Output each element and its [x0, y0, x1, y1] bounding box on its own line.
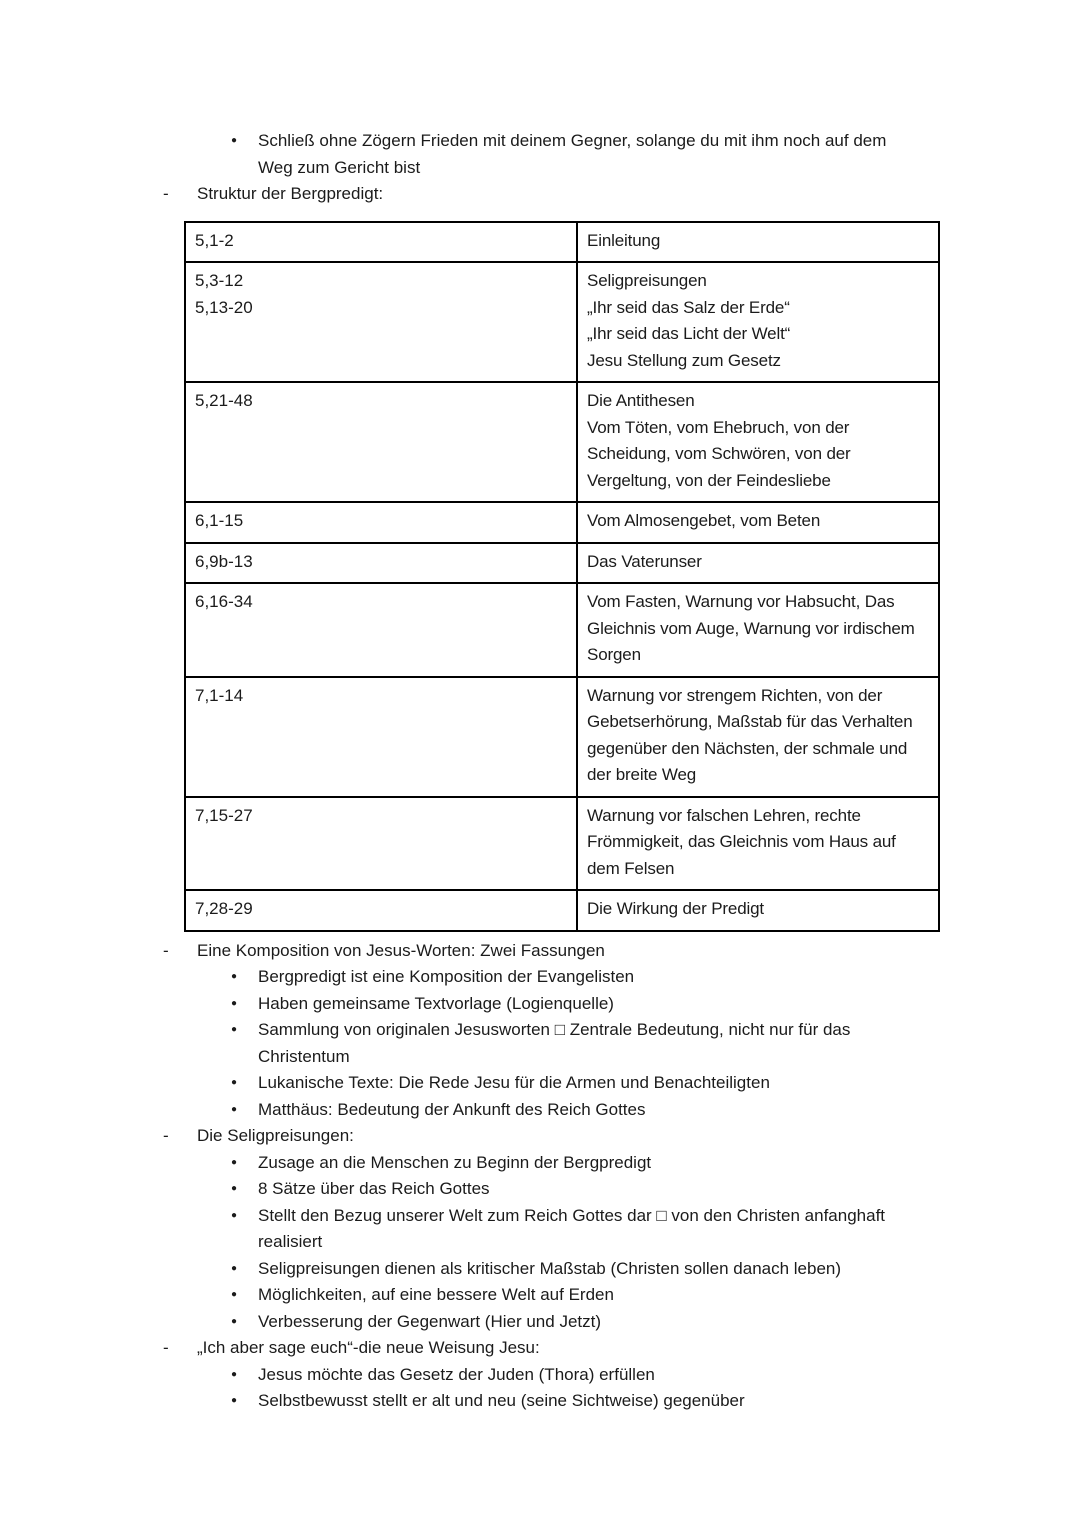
bullet-icon: ●: [231, 1077, 238, 1088]
bullet-line: Zusage an die Menschen zu Beginn der Bergpredigt: [258, 1152, 652, 1172]
cell-verse-ref: [185, 262, 577, 382]
table-cell-line: der breite Weg: [587, 765, 697, 784]
bullet-text: [258, 1176, 490, 1203]
bullet-line: Stellt den Bezug unserer Welt zum Reich Gottes dar □ von den Christen anfanghaft: [258, 1205, 886, 1225]
cell-verse-ref: [185, 677, 577, 797]
table-cell-line: 5,13-20: [195, 297, 253, 317]
cell-verse-ref: [185, 222, 577, 263]
table-row: [185, 797, 939, 891]
bullet-icon: ●: [231, 1156, 238, 1168]
bullet-item: [231, 1017, 1080, 1070]
bullet-item: [231, 1203, 1080, 1256]
bullet-text: [258, 1203, 885, 1256]
bullet-icon: ●: [231, 997, 238, 1009]
table-cell-line: Sorgen: [587, 645, 641, 664]
table-cell-line: gegenüber den Nächsten, der schmale und: [587, 738, 908, 758]
bullet-item: [231, 128, 1080, 181]
table-cell-line: 7,28-29: [195, 899, 253, 918]
table-row: [185, 222, 939, 263]
bullet-text: [258, 1070, 770, 1097]
table-cell-line: 7,1-14: [195, 685, 244, 705]
bullet-icon: ●: [231, 135, 238, 146]
table-row: [185, 502, 939, 543]
table-cell-line: Frömmigkeit, das Gleichnis vom Haus auf: [587, 832, 896, 851]
bullet-icon: ●: [231, 1183, 238, 1194]
dash-marker: -: [163, 1338, 169, 1357]
table-cell-line: Gebetserhörung, Maßstab für das Verhalten: [587, 712, 913, 731]
section-title: Eine Komposition von Jesus-Worten: Zwei Fassungen: [197, 940, 605, 960]
bullet-item: [231, 1388, 1080, 1415]
bullet-icon: ●: [231, 1315, 238, 1327]
cell-description: [577, 382, 939, 502]
table-row: [185, 583, 939, 677]
table-cell-line: Vom Almosengebet, vom Beten: [587, 511, 821, 530]
table-cell-line: Das Vaterunser: [587, 551, 702, 571]
bullet-item: [231, 1070, 1080, 1097]
list-item-struktur: [163, 181, 1080, 208]
table-cell-line: Jesu Stellung zum Gesetz: [587, 350, 781, 370]
table-cell-line: Vergeltung, von der Feindesliebe: [587, 470, 831, 490]
bullet-item: [231, 1150, 1080, 1177]
table-cell-line: 5,21-48: [195, 391, 253, 410]
cell-verse-ref: [185, 382, 577, 502]
section-title: Die Seligpreisungen:: [197, 1126, 354, 1145]
table-cell-line: 5,3-12: [195, 271, 244, 290]
bullet-text: [258, 1017, 850, 1070]
table-cell-line: Warnung vor falschen Lehren, rechte: [587, 805, 861, 825]
bullet-line: Christentum: [258, 1046, 350, 1066]
cell-verse-ref: [185, 583, 577, 677]
bullet-line: Seligpreisungen dienen als kritischer Maßstab (Christen sollen danach leben): [258, 1258, 842, 1278]
table-cell-line: Vom Töten, vom Ehebruch, von der: [587, 417, 850, 437]
bullet-line: 8 Sätze über das Reich Gottes: [258, 1179, 490, 1198]
dash-marker: -: [163, 1126, 169, 1145]
bullet-icon: ●: [231, 1368, 238, 1380]
bullet-text: [258, 991, 614, 1018]
bullet-item: [231, 991, 1080, 1018]
table-row: [185, 890, 939, 931]
table-cell-line: 6,9b-13: [195, 551, 253, 571]
cell-verse-ref: [185, 502, 577, 543]
table-cell-line: „Ihr seid das Salz der Erde“: [587, 297, 790, 317]
bullet-line: realisiert: [258, 1232, 323, 1251]
table-cell-line: Gleichnis vom Auge, Warnung vor irdischem: [587, 618, 915, 638]
bullet-line: Möglichkeiten, auf eine bessere Welt auf Erden: [258, 1285, 614, 1304]
item-label: Struktur der Bergpredigt:: [197, 184, 384, 203]
bullet-text: [258, 1309, 601, 1336]
table-cell-line: 6,16-34: [195, 592, 253, 611]
cell-description: [577, 890, 939, 931]
bullet-icon: ●: [231, 1395, 238, 1406]
bullet-icon: ●: [231, 1024, 238, 1035]
section-heading-item: [163, 1335, 1080, 1362]
table-cell-line: dem Felsen: [587, 858, 675, 878]
table-row: [185, 382, 939, 502]
section-heading-item: [163, 938, 1080, 965]
bullet-item: [231, 964, 1080, 991]
bullet-text: [258, 1150, 651, 1177]
bullet-item: [231, 1309, 1080, 1336]
table-cell-line: Seligpreisungen: [587, 271, 707, 290]
dash-marker: -: [163, 940, 169, 960]
bullet-icon: ●: [231, 1262, 238, 1274]
dash-marker: -: [163, 184, 169, 203]
table-row: [185, 262, 939, 382]
table-cell-line: Warnung vor strengem Richten, von der: [587, 685, 883, 705]
table-cell-line: Die Wirkung der Predigt: [587, 899, 765, 918]
bullet-line: Haben gemeinsame Textvorlage (Logienquelle): [258, 993, 614, 1013]
bullet-line: Lukanische Texte: Die Rede Jesu für die Armen und Benachteiligten: [258, 1073, 770, 1092]
sections-container: [0, 938, 1080, 1415]
bullet-line: Sammlung von originalen Jesusworten □ Zentrale Bedeutung, nicht nur für das: [258, 1020, 851, 1039]
cell-verse-ref: [185, 543, 577, 584]
table-cell-line: Vom Fasten, Warnung vor Habsucht, Das: [587, 592, 895, 611]
bullet-line: Verbesserung der Gegenwart (Hier und Jetzt): [258, 1311, 602, 1331]
cell-description: [577, 677, 939, 797]
cell-description: [577, 222, 939, 263]
table-row: [185, 677, 939, 797]
bullet-icon: ●: [231, 971, 238, 982]
bergpredigt-structure-table: [184, 221, 940, 932]
table-cell-line: Die Antithesen: [587, 391, 695, 410]
bullet-item: [231, 1256, 1080, 1283]
bullet-line: Bergpredigt ist eine Komposition der Evangelisten: [258, 967, 635, 986]
bullet-line: Weg zum Gericht bist: [258, 157, 421, 177]
table-cell-line: Scheidung, vom Schwören, von der: [587, 444, 851, 463]
bullet-text: [258, 128, 886, 181]
table-cell-line: 6,1-15: [195, 511, 244, 530]
table-row: [185, 543, 939, 584]
bullet-line: Selbstbewusst stellt er alt und neu (seine Sichtweise) gegenüber: [258, 1391, 745, 1410]
table-cell-line: 5,1-2: [195, 230, 234, 250]
bullet-text: [258, 1282, 614, 1309]
bullet-item: [231, 1282, 1080, 1309]
bullet-text: [258, 1256, 841, 1283]
bullet-item: [231, 1097, 1080, 1124]
bullet-icon: ●: [231, 1289, 238, 1300]
bullet-text: [258, 1362, 655, 1389]
cell-description: [577, 262, 939, 382]
table-cell-line: „Ihr seid das Licht der Welt“: [587, 324, 791, 343]
table-cell-line: 7,15-27: [195, 805, 253, 825]
bullet-item: [231, 1362, 1080, 1389]
cell-description: [577, 797, 939, 891]
bullet-icon: ●: [231, 1103, 238, 1115]
cell-verse-ref: [185, 890, 577, 931]
bullet-text: [258, 1097, 645, 1124]
table-cell-line: Einleitung: [587, 230, 661, 250]
bullet-text: [258, 1388, 745, 1415]
bullet-line: Schließ ohne Zögern Frieden mit deinem Gegner, solange du mit ihm noch auf dem: [258, 131, 887, 150]
bullet-icon: ●: [231, 1209, 238, 1221]
bullet-item: [231, 1176, 1080, 1203]
cell-description: [577, 502, 939, 543]
bullet-text: [258, 964, 634, 991]
cell-description: [577, 583, 939, 677]
section-heading-item: [163, 1123, 1080, 1150]
section-title: „Ich aber sage euch“-die neue Weisung Jesu:: [197, 1338, 540, 1357]
bullet-line: Jesus möchte das Gesetz der Juden (Thora) erfüllen: [258, 1364, 655, 1384]
cell-verse-ref: [185, 797, 577, 891]
bullet-line: Matthäus: Bedeutung der Ankunft des Reich Gottes: [258, 1099, 646, 1119]
cell-description: [577, 543, 939, 584]
